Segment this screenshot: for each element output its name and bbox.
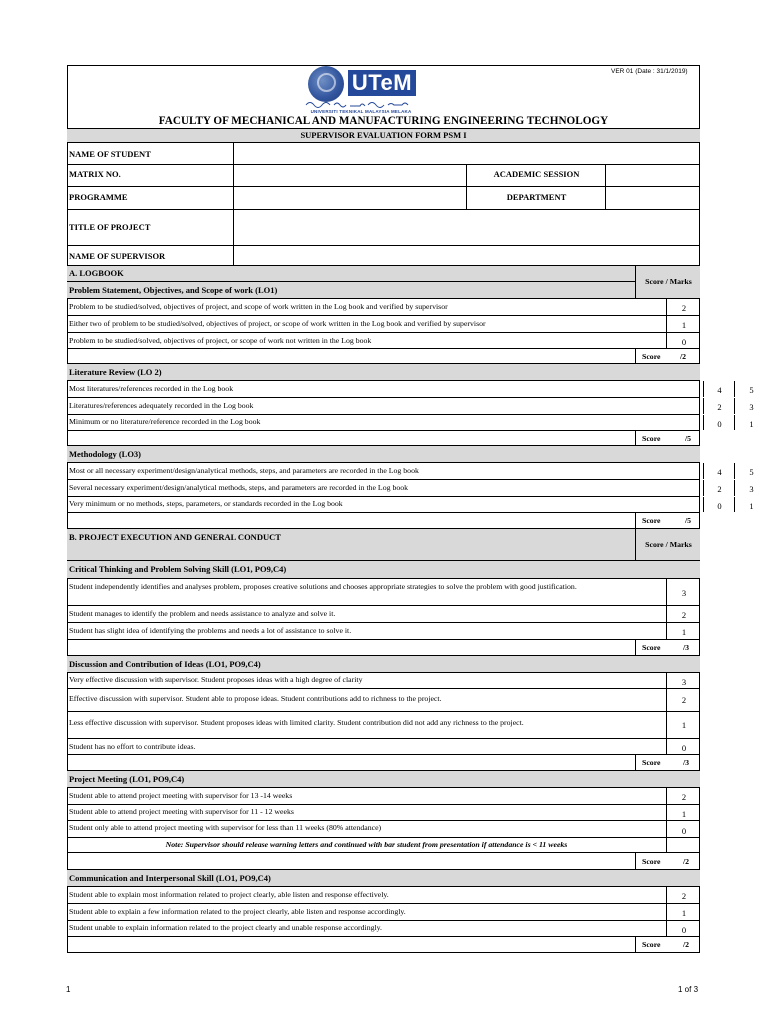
score-label: Score (642, 940, 661, 949)
logo-wordmark: UTeM (348, 70, 416, 96)
table-row (67, 672, 700, 688)
score-row (67, 936, 700, 953)
criterion-text: Student only able to attend project meeting with supervisor for less than 11 weeks (80% attendance) (69, 823, 382, 832)
mark-value: 2 (717, 402, 722, 412)
lo2-title: Literature Review (LO 2) (69, 367, 162, 377)
logo-university-name: UNIVERSITI TEKNIKAL MALAYSIA MELAKA (310, 109, 412, 114)
criterion-text: Student has slight idea of identifying the problems and needs a lot of assistance to solve it. (69, 626, 352, 635)
form-title: SUPERVISOR EVALUATION FORM PSM I (300, 130, 467, 140)
utem-logo (302, 66, 420, 116)
lo3-header (67, 445, 700, 462)
criterion-text: Effective discussion with supervisor. Student able to propose ideas. Student contributions add to richness to the project. (69, 694, 442, 703)
mark-value: 4 (717, 467, 722, 477)
version-label: VER 01 (Date : 31/1/2019) (611, 68, 688, 75)
meeting-header (67, 770, 700, 787)
mark-value: 0 (717, 419, 722, 429)
score-label: Score (642, 352, 661, 361)
form-title-row (67, 128, 700, 142)
matrix-label: MATRIX NO. (69, 169, 121, 179)
criterion-text: Problem to be studied/solved, objectives of project, or scope of work not written in the Log book (69, 336, 372, 345)
mark-value: 1 (749, 501, 754, 511)
criterion-text: Minimum or no literature/reference recorded in the Log book (69, 417, 261, 426)
table-row (67, 414, 754, 430)
score-total: /3 (683, 758, 690, 767)
table-row (67, 605, 700, 622)
mark-value: 0 (717, 501, 722, 511)
score-marks-header (635, 529, 700, 560)
project-title-row (67, 209, 700, 245)
page-number: 1 (66, 985, 71, 994)
table-row (67, 787, 700, 804)
mark-value: 2 (681, 891, 687, 901)
score-total: /3 (683, 643, 690, 652)
criterion-text: Less effective discussion with supervisor. Student proposes ideas with limited clarity. Student contribution did not add any richness to the project. (69, 718, 524, 727)
communication-title: Communication and Interpersonal Skill (LO1, PO9,C4) (69, 873, 271, 883)
score-row (67, 348, 700, 363)
discussion-header (67, 655, 700, 672)
score-row (67, 512, 700, 528)
score-total: /2 (680, 352, 687, 361)
section-b-header (67, 528, 700, 560)
critical-header (67, 560, 700, 578)
score-marks-label: Score / Marks (645, 540, 692, 549)
criterion-text: Student able to attend project meeting with supervisor for 11 - 12 weeks (69, 807, 294, 816)
score-label: Score (642, 857, 661, 866)
mark-value: 3 (681, 588, 687, 598)
table-row (67, 738, 700, 754)
mark-value: 2 (681, 610, 687, 620)
mark-value: 0 (681, 925, 687, 935)
mark-value: 1 (681, 908, 687, 918)
score-total: /5 (685, 434, 692, 443)
score-label: Score (642, 758, 661, 767)
mark-value: 0 (681, 743, 687, 753)
score-label: Score (642, 516, 661, 525)
score-total: /2 (683, 940, 690, 949)
table-row (67, 332, 700, 348)
mark-value: 1 (749, 419, 754, 429)
mark-value: 1 (681, 720, 687, 730)
mark-value: 2 (717, 484, 722, 494)
criterion-text: Student unable to explain information related to the project clearly and unable response accordingly. (69, 923, 382, 932)
score-row (67, 754, 700, 770)
table-row (67, 804, 700, 820)
mark-value: 1 (681, 320, 687, 330)
table-row (67, 820, 700, 837)
academic-session-field[interactable] (605, 165, 700, 186)
matrix-row (67, 164, 700, 186)
criterion-text: Student able to attend project meeting with supervisor for 13 -14 weeks (69, 791, 293, 800)
table-row (67, 496, 754, 512)
criterion-text: Very minimum or no methods, steps, parameters, or standards recorded in the Log book (69, 499, 343, 508)
mark-value: 1 (681, 809, 687, 819)
supervisor-row (67, 245, 700, 265)
table-row (67, 622, 700, 639)
mark-value: 5 (749, 467, 754, 477)
mark-value: 2 (681, 695, 687, 705)
supervisor-label: NAME OF SUPERVISOR (69, 251, 166, 261)
score-total: /5 (685, 516, 692, 525)
criterion-text: Student able to explain most information related to project clearly, able listen and response effectively. (69, 890, 389, 899)
communication-header (67, 869, 700, 886)
criterion-text: Student able to explain a few information related to the project clearly, able listen and response accordingly. (69, 907, 406, 916)
criterion-text: Literatures/references adequately recorded in the Log book (69, 401, 254, 410)
mark-value: 0 (681, 826, 687, 836)
score-marks-label: Score / Marks (645, 277, 692, 286)
criterion-text: Student has no effort to contribute ideas. (69, 742, 196, 751)
criterion-text: Problem to be studied/solved, objectives of project, and scope of work written in the Log book and verified by supervisor (69, 302, 448, 311)
note-row (67, 837, 700, 852)
score-marks-header (635, 266, 700, 298)
mark-value: 5 (749, 385, 754, 395)
score-row (67, 852, 700, 869)
mark-value: 2 (681, 792, 687, 802)
table-row (67, 298, 700, 315)
table-row (67, 380, 754, 397)
criterion-text: Either two of problem to be studied/solved, objectives of project, or scope of work written in the Log book and verified by supervisor (69, 319, 486, 328)
criterion-text: Several necessary experiment/design/analytical methods, steps, and parameters are recorded in the Log book (69, 483, 409, 492)
mark-value: 3 (749, 484, 754, 494)
lo1-title: Problem Statement, Objectives, and Scope of work (LO1) (69, 285, 278, 295)
section-b-title: B. PROJECT EXECUTION AND GENERAL CONDUCT (69, 532, 281, 542)
mark-value: 1 (681, 627, 687, 637)
faculty-title: FACULTY OF MECHANICAL AND MANUFACTURING ENGINEERING TECHNOLOGY (158, 115, 609, 127)
score-label: Score (642, 643, 661, 652)
table-row (67, 315, 700, 332)
department-field[interactable] (605, 187, 700, 209)
criterion-text: Most literatures/references recorded in the Log book (69, 384, 234, 393)
score-row (67, 430, 700, 445)
logo-emblem (308, 66, 344, 102)
student-name-label: NAME OF STUDENT (69, 149, 151, 159)
student-name-row (67, 142, 700, 164)
critical-title: Critical Thinking and Problem Solving Skill (LO1, PO9,C4) (69, 564, 287, 574)
supervisor-field[interactable] (233, 246, 700, 265)
mark-value: 2 (681, 303, 687, 313)
mark-value: 3 (749, 402, 754, 412)
mark-value: 4 (717, 385, 722, 395)
criterion-text: Most or all necessary experiment/design/analytical methods, steps, and parameters are recorded in the Log book (69, 466, 419, 475)
lo3-title: Methodology (LO3) (69, 449, 142, 459)
department-label: DEPARTMENT (506, 192, 567, 202)
score-total: /2 (683, 857, 690, 866)
mark-value: 3 (681, 677, 687, 687)
attendance-note: Note: Supervisor should release warning letters and continued with bar student from presentation if attendance is < 11 weeks (165, 840, 568, 849)
criterion-text: Student independently identifies and analyses problem, proposes creative solutions and chooses appropriate strategies to solve the problem with good justification. (69, 582, 577, 591)
criterion-text: Very effective discussion with supervisor. Student proposes ideas with a high degree of clarity (69, 675, 363, 684)
section-a-title: A. LOGBOOK (69, 268, 124, 278)
score-label: Score (642, 434, 661, 443)
department-cell (466, 187, 605, 209)
programme-label: PROGRAMME (69, 192, 128, 202)
matrix-field[interactable] (233, 165, 466, 186)
programme-field[interactable] (233, 187, 466, 209)
table-row (67, 903, 700, 920)
table-row (67, 688, 700, 711)
academic-session-cell (466, 165, 605, 186)
table-row (67, 578, 700, 605)
lo2-header (67, 363, 700, 380)
project-title-field[interactable] (233, 210, 700, 245)
discussion-title: Discussion and Contribution of Ideas (LO1, PO9,C4) (69, 659, 261, 669)
mark-value: 0 (681, 337, 687, 347)
criterion-text: Student manages to identify the problem and needs assistance to analyze and solve it. (69, 609, 336, 618)
table-row (67, 397, 754, 414)
table-row (67, 886, 700, 903)
academic-session-label: ACADEMIC SESSION (493, 169, 580, 179)
table-row (67, 711, 700, 738)
project-title-label: TITLE OF PROJECT (69, 222, 151, 232)
table-row (67, 462, 754, 479)
table-row (67, 479, 754, 496)
page-of-label: 1 of 3 (678, 985, 699, 994)
logo-jawi-script (302, 100, 420, 108)
student-name-field[interactable] (233, 143, 700, 164)
lo1-header (67, 281, 635, 298)
score-row (67, 639, 700, 655)
table-row (67, 920, 700, 936)
meeting-title: Project Meeting (LO1, PO9,C4) (69, 774, 185, 784)
programme-row (67, 186, 700, 209)
